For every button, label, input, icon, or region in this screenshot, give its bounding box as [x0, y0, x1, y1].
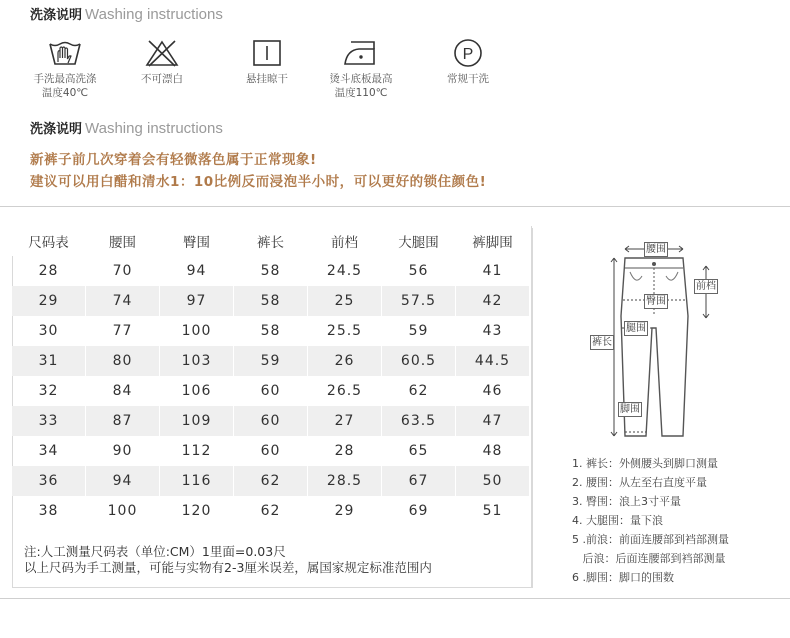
- care-label: 悬挂晾干: [246, 73, 288, 85]
- size-table-body: [12, 256, 530, 526]
- table-cell: 60: [234, 376, 308, 406]
- iron-110-icon: [341, 38, 381, 68]
- table-cell: 100: [86, 496, 160, 526]
- measure-note: 5 .前浪：前面连腰部到裆部测量: [572, 533, 729, 546]
- dry-clean-p-icon: [450, 38, 486, 68]
- table-row: [12, 436, 530, 466]
- notice-line-1: 新裤子前几次穿着会有轻微落色属于正常现象!: [30, 152, 317, 168]
- table-cell: 120: [160, 496, 234, 526]
- table-cell: 25: [308, 286, 382, 316]
- table-cell: 87: [86, 406, 160, 436]
- table-cell: 62: [234, 466, 308, 496]
- care-item-dry-clean: [423, 38, 513, 86]
- care-label: 不可漂白: [141, 73, 183, 85]
- table-cell: 60: [234, 406, 308, 436]
- table-header-row: [12, 226, 530, 256]
- diagram-label-front-rise: 前档: [696, 281, 716, 292]
- care-icons-row: [0, 38, 560, 108]
- table-cell: 60: [234, 436, 308, 466]
- care-item-hang-dry: [222, 38, 312, 86]
- measure-note: 后浪：后面连腰部到裆部测量: [572, 552, 726, 565]
- table-cell: 94: [160, 256, 234, 286]
- no-bleach-icon: [144, 38, 180, 68]
- measure-note: 1. 裤长：外侧腰头到脚口测量: [572, 457, 718, 470]
- table-cell: 84: [86, 376, 160, 406]
- table-cell: 29: [308, 496, 382, 526]
- header-hip: 臀围: [160, 226, 234, 256]
- table-cell: 30: [12, 316, 86, 346]
- measure-note: 2. 腰围：从左至右直度平量: [572, 476, 707, 489]
- divider-top: [0, 206, 790, 207]
- table-note-1: 注:人工测量尺码表（单位:CM）1里面=0.03尺: [24, 544, 286, 559]
- table-cell: 24.5: [308, 256, 382, 286]
- table-cell: 94: [86, 466, 160, 496]
- table-cell: 38: [12, 496, 86, 526]
- table-note-2: 以上尺码为手工测量，可能与实物有2-3厘米误差，属国家规定标准范围内: [24, 560, 432, 575]
- care-item-hand-wash: [20, 38, 110, 100]
- wash-title-en: Washing instructions: [85, 6, 223, 23]
- table-cell: 109: [160, 406, 234, 436]
- table-cell: 103: [160, 346, 234, 376]
- wash-title-zh: 洗涤说明: [30, 8, 83, 23]
- table-cell: 112: [160, 436, 234, 466]
- table-cell: 57.5: [382, 286, 456, 316]
- table-row: [12, 466, 530, 496]
- table-cell: 77: [86, 316, 160, 346]
- table-cell: 26.5: [308, 376, 382, 406]
- care-label: 常规干洗: [447, 73, 489, 85]
- hang-dry-icon: [249, 38, 285, 68]
- table-cell: 34: [12, 436, 86, 466]
- table-cell: 29: [12, 286, 86, 316]
- table-cell: 97: [160, 286, 234, 316]
- table-cell: 27: [308, 406, 382, 436]
- table-cell: 48: [456, 436, 530, 466]
- table-cell: 69: [382, 496, 456, 526]
- table-row: [12, 406, 530, 436]
- header-front-rise: 前档: [308, 226, 382, 256]
- table-cell: 26: [308, 346, 382, 376]
- table-cell: 62: [382, 376, 456, 406]
- table-cell: 51: [456, 496, 530, 526]
- table-cell: 50: [456, 466, 530, 496]
- notice-title-en: Washing instructions: [85, 120, 223, 137]
- diagram-label-hip: 臀围: [646, 296, 666, 307]
- header-length: 裤长: [234, 226, 308, 256]
- table-cell: 33: [12, 406, 86, 436]
- header-thigh: 大腿围: [382, 226, 456, 256]
- table-cell: 36: [12, 466, 86, 496]
- table-row: [12, 316, 530, 346]
- measure-note: 3. 臀围：浪上3寸平量: [572, 495, 681, 508]
- table-cell: 44.5: [456, 346, 530, 376]
- size-table: [12, 226, 530, 526]
- table-row: [12, 256, 530, 286]
- diagram-label-thigh: 腿围: [626, 323, 646, 334]
- table-cell: 56: [382, 256, 456, 286]
- care-item-iron: [316, 38, 406, 100]
- svg-text:P: P: [462, 46, 474, 63]
- table-cell: 28: [308, 436, 382, 466]
- table-cell: 41: [456, 256, 530, 286]
- table-cell: 116: [160, 466, 234, 496]
- measure-note: 4. 大腿围：量下浪: [572, 514, 663, 527]
- table-cell: 80: [86, 346, 160, 376]
- table-cell: 65: [382, 436, 456, 466]
- wash-section-title: [30, 4, 223, 23]
- notice-line-2: 建议可以用白醋和清水1：10比例反而浸泡半小时，可以更好的锁住颜色!: [30, 174, 487, 190]
- table-cell: 70: [86, 256, 160, 286]
- care-label: 烫斗底板最高 温度110℃: [329, 73, 393, 99]
- table-cell: 25.5: [308, 316, 382, 346]
- care-item-no-bleach: [117, 38, 207, 86]
- table-cell: 90: [86, 436, 160, 466]
- hand-wash-40-icon: [47, 38, 83, 68]
- table-row: [12, 496, 530, 526]
- table-cell: 62: [234, 496, 308, 526]
- table-cell: 28.5: [308, 466, 382, 496]
- table-cell: 63.5: [382, 406, 456, 436]
- notice-section-title: [30, 118, 223, 137]
- table-cell: 43: [456, 316, 530, 346]
- table-cell: 31: [12, 346, 86, 376]
- table-notes: [24, 544, 432, 576]
- diagram-label-waist: 腰围: [646, 244, 666, 255]
- header-hem: 裤脚围: [456, 226, 530, 256]
- table-cell: 74: [86, 286, 160, 316]
- table-cell: 59: [234, 346, 308, 376]
- table-cell: 42: [456, 286, 530, 316]
- table-row: [12, 286, 530, 316]
- table-cell: 67: [382, 466, 456, 496]
- table-cell: 58: [234, 316, 308, 346]
- table-cell: 46: [456, 376, 530, 406]
- table-cell: 58: [234, 256, 308, 286]
- table-cell: 60.5: [382, 346, 456, 376]
- table-cell: 28: [12, 256, 86, 286]
- header-waist: 腰围: [86, 226, 160, 256]
- table-row: [12, 376, 530, 406]
- measure-note: 6 .脚围：脚口的围数: [572, 571, 674, 584]
- diagram-label-hem: 脚围: [620, 404, 640, 415]
- table-cell: 100: [160, 316, 234, 346]
- table-cell: 47: [456, 406, 530, 436]
- table-cell: 58: [234, 286, 308, 316]
- table-row: [12, 346, 530, 376]
- care-label: 手洗最高洗涤 温度40℃: [33, 73, 97, 99]
- header-size: 尺码表: [12, 226, 86, 256]
- table-cell: 106: [160, 376, 234, 406]
- notice-title-zh: 洗涤说明: [30, 122, 83, 137]
- divider-bottom: [0, 598, 790, 599]
- diagram-label-length: 裤长: [592, 337, 612, 348]
- measurement-notes: [572, 454, 729, 587]
- table-cell: 59: [382, 316, 456, 346]
- table-cell: 32: [12, 376, 86, 406]
